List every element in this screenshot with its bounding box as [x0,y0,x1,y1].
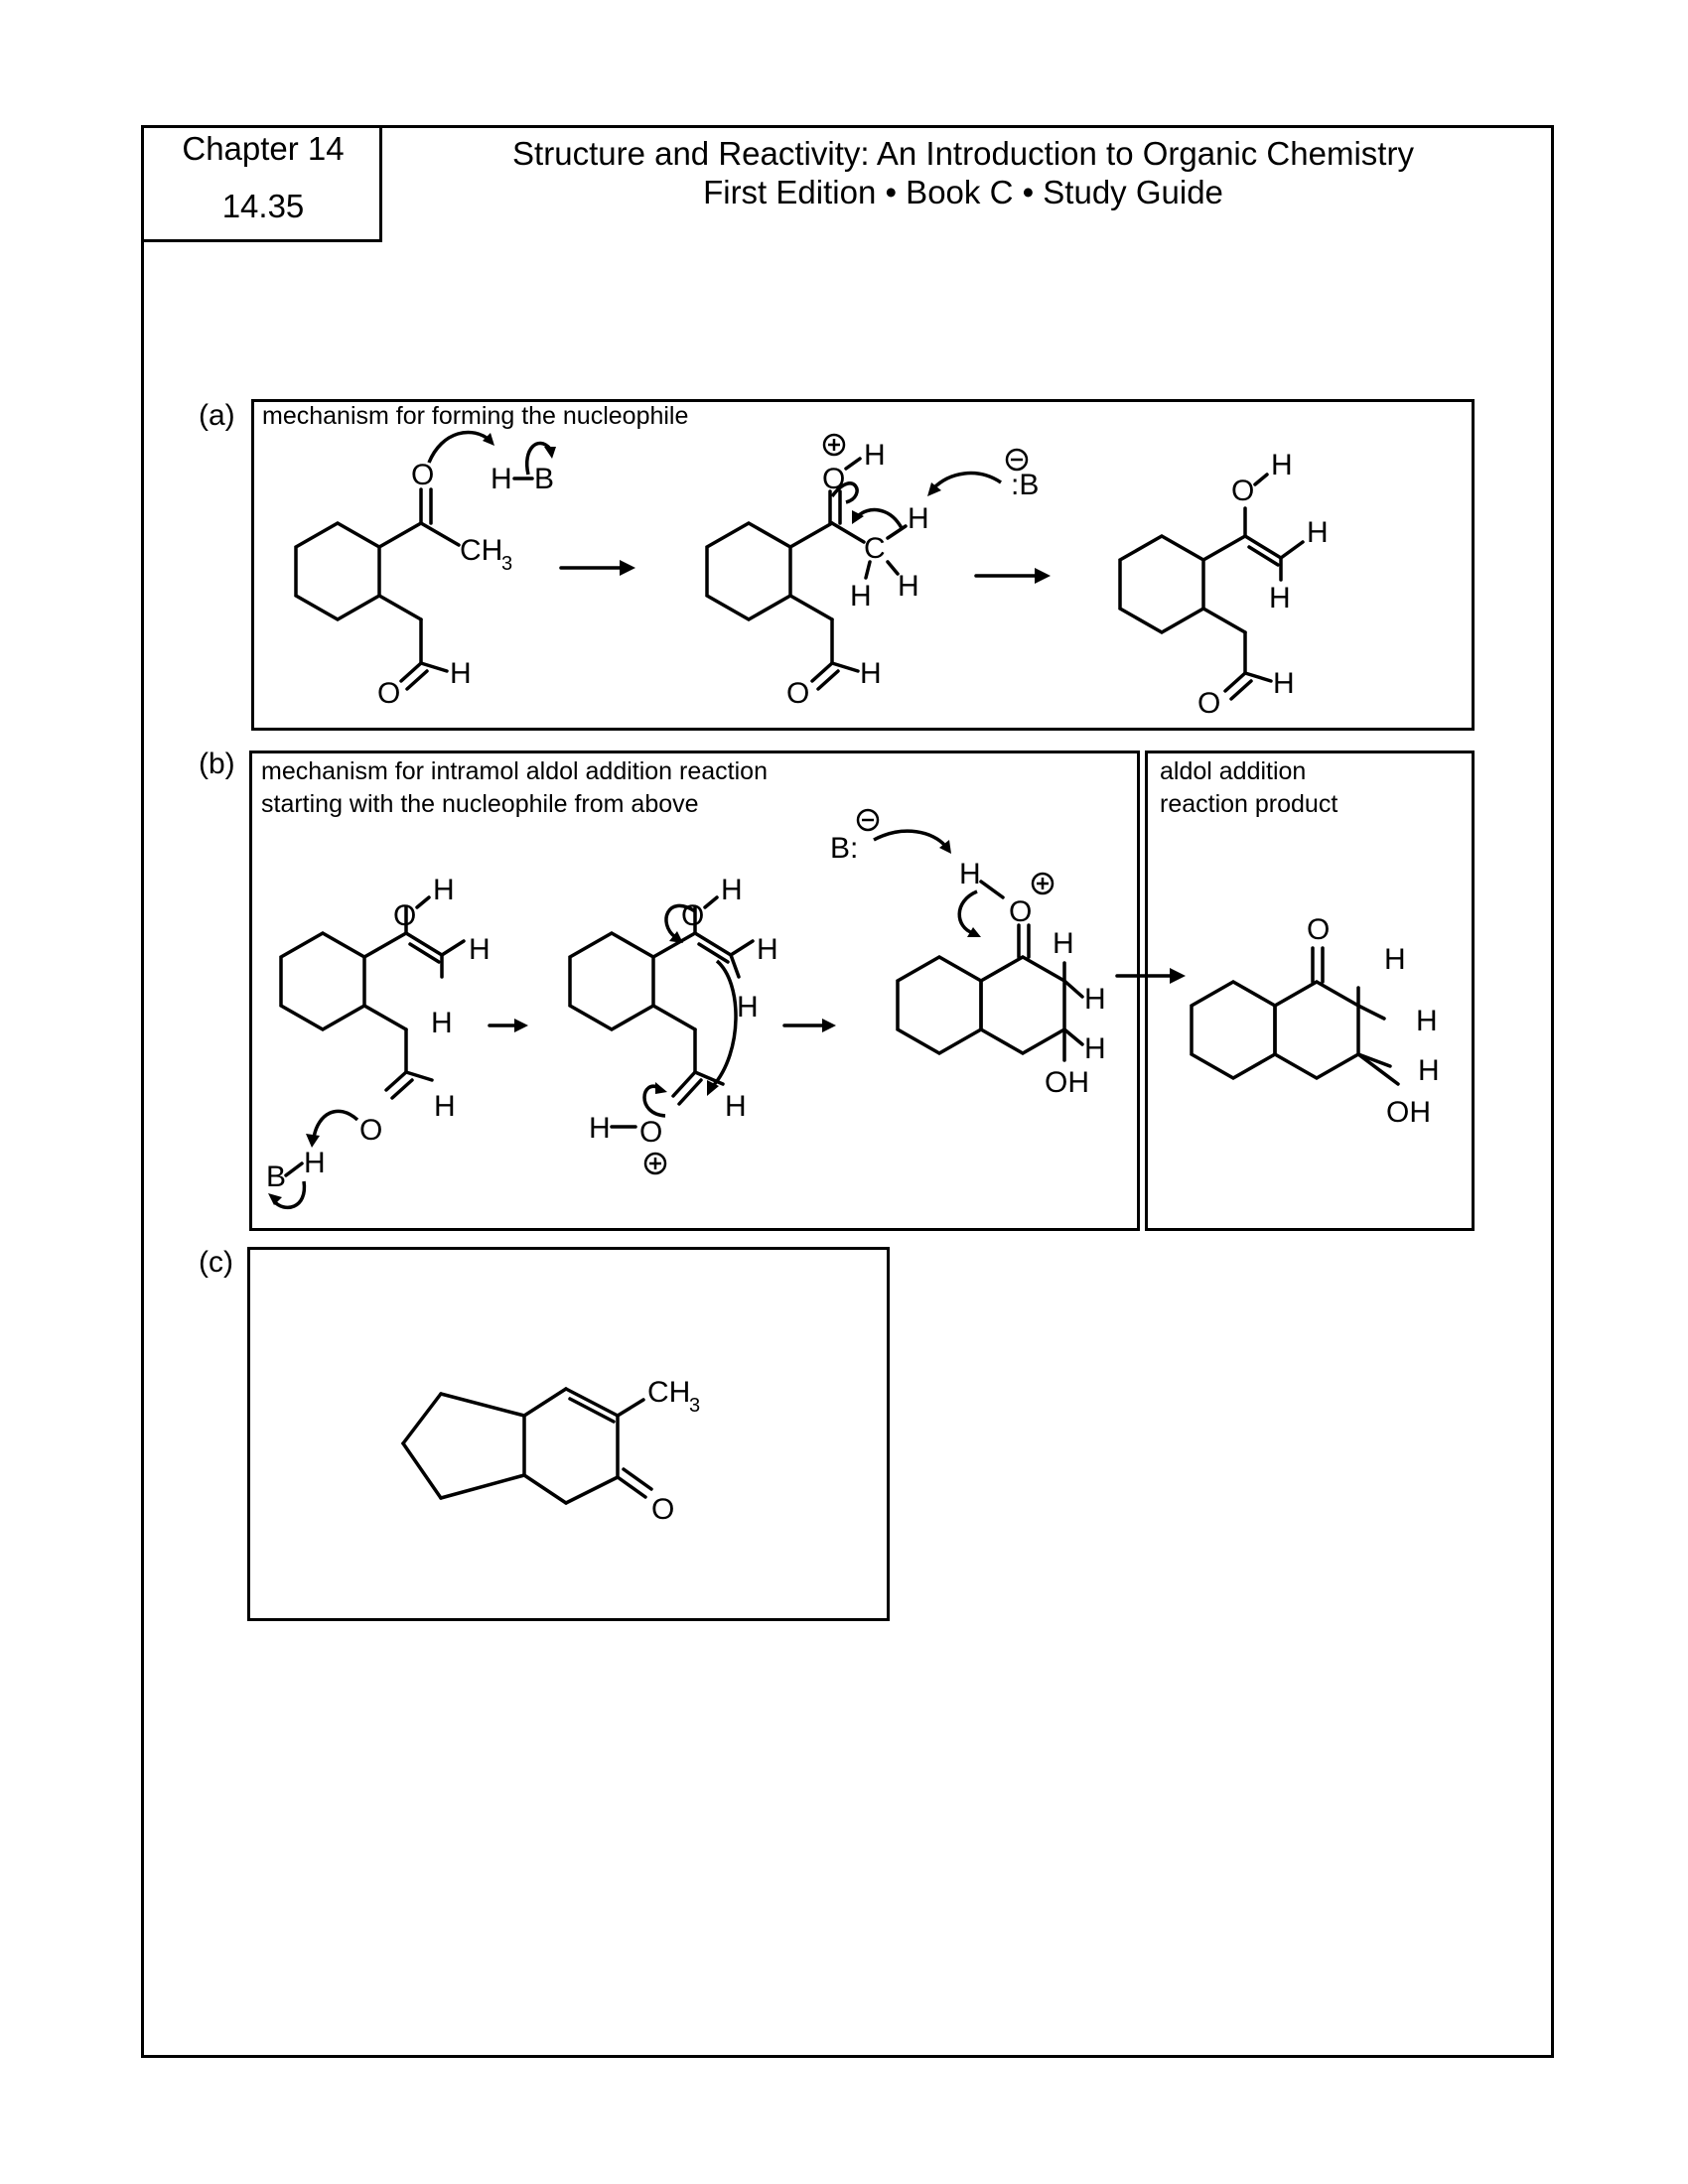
part-b-product-caption-line2: reaction product [1160,790,1338,818]
atom-H: H [1384,943,1406,976]
atom-H: H [469,933,491,966]
atom-B: B [534,463,555,495]
atom-H: H [898,570,919,603]
atom-O: O [651,1493,675,1526]
atom-H: H [864,439,886,472]
atom-O: O [1231,475,1255,507]
atom-O: O [681,899,705,932]
bond [566,1477,618,1503]
atom-H: H [434,1090,456,1123]
subscript-3: 3 [501,553,513,575]
atom-H: H [1416,1005,1438,1037]
bond [403,1394,441,1443]
atom-H: H [959,858,981,890]
atom-O: O [1009,895,1033,928]
atom-H: H [1271,449,1293,481]
atom-O: O [393,899,417,932]
atom-O: O [1307,913,1331,946]
atom-H: H [1053,927,1074,960]
bond [524,1475,566,1503]
atom-B: B [266,1160,287,1193]
chapter-label: Chapter 14 [182,130,345,167]
atom-O: O [377,677,401,710]
problem-number: 14.35 [221,188,305,224]
atom-H: H [850,580,872,613]
atom-OH: OH [1045,1066,1089,1099]
atom-H: H [1418,1054,1440,1087]
atom-O: O [411,459,435,491]
atom-H: H [450,657,472,690]
atom-CH: CH [460,534,503,567]
atom-H: H [589,1112,611,1145]
atom-O: O [822,463,846,495]
atom-O: O [1197,687,1221,720]
part-a-label: (a) [199,399,235,432]
part-b-label: (b) [199,748,235,780]
atom-OH: OH [1386,1096,1431,1129]
book-title: Structure and Reactivity: An Introduction to Organic Chemistry [512,135,1414,172]
atom-CH: CH [647,1376,691,1409]
atom-H: H [1273,667,1295,700]
atom-Bcolon: B: [830,832,859,865]
bond [524,1389,566,1416]
part-b-caption-line2: starting with the nucleophile from above [261,790,699,818]
atom-H: H [433,874,455,906]
atom-H: H [908,502,929,535]
atom-colonB: :B [1011,469,1040,501]
atom-H: H [1269,582,1291,614]
atom-H: H [1084,1032,1106,1065]
bond [403,1443,441,1498]
atom-H: H [757,933,778,966]
atom-H: H [304,1147,326,1179]
atom-C: C [864,532,886,565]
bond [441,1394,524,1416]
atom-H: H [725,1090,747,1123]
atom-O: O [786,677,810,710]
atom-H: H [491,463,512,495]
part-c-label: (c) [199,1246,233,1279]
bond [618,1400,643,1416]
molecule-c [403,1376,700,1526]
bond [441,1475,524,1498]
part-b-product-caption-line1: aldol addition [1160,757,1307,785]
atom-O: O [639,1116,663,1149]
atom-H: H [1084,983,1106,1016]
book-subtitle: First Edition • Book C • Study Guide [703,174,1223,210]
atom-H: H [860,657,882,690]
atom-H: H [721,874,743,906]
atom-H: H [737,991,759,1024]
atom-H: H [431,1007,453,1039]
part-b-caption-line1: mechanism for intramol aldol addition reaction [261,757,768,785]
atom-O: O [359,1114,383,1147]
subscript-3: 3 [689,1395,701,1417]
part-a-caption: mechanism for forming the nucleophile [262,402,689,430]
atom-H: H [1307,516,1329,549]
